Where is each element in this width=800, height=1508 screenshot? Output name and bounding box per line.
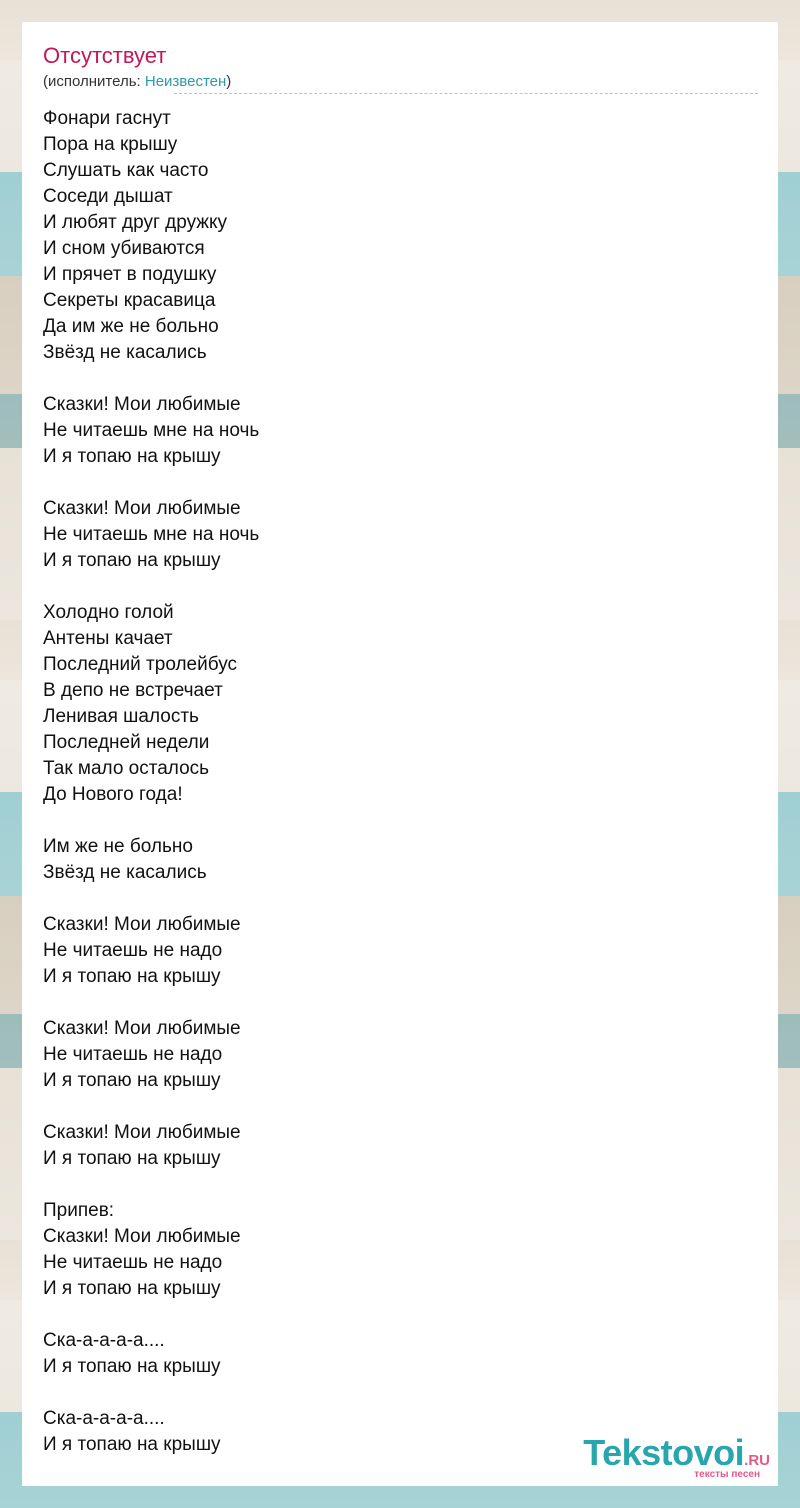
lyric-line: И прячет в подушку	[43, 264, 217, 285]
lyric-line: Им же не больно	[43, 836, 193, 857]
artist-suffix: )	[226, 73, 232, 90]
lyric-line: И я топаю на крышу	[43, 1148, 221, 1169]
lyric-line: Не читаешь не надо	[43, 1252, 223, 1273]
lyrics-text	[43, 106, 259, 1458]
artist-prefix: (исполнитель:	[43, 73, 145, 90]
lyric-line: До Нового года!	[43, 784, 183, 805]
lyric-line: И я топаю на крышу	[43, 966, 221, 987]
lyric-line: Звёзд не касались	[43, 342, 207, 363]
stanza-gap	[43, 366, 259, 392]
lyric-line: Антены качает	[43, 628, 173, 649]
logo-name: Tekstovoi	[583, 1432, 745, 1473]
lyric-line: Соседи дышат	[43, 186, 173, 207]
lyric-line: Не читаешь не надо	[43, 940, 223, 961]
logo-tld: .RU	[744, 1452, 770, 1469]
lyric-line: Сказки! Мои любимые	[43, 1018, 241, 1039]
stanza-gap	[43, 1302, 259, 1328]
lyric-line: И сном убиваются	[43, 238, 205, 259]
site-logo[interactable]	[583, 1432, 770, 1480]
lyrics-card	[22, 22, 778, 1486]
stanza-gap	[43, 470, 259, 496]
lyric-line: Ска-а-а-а-а....	[43, 1408, 165, 1429]
stanza-gap	[43, 1172, 259, 1198]
lyric-line: Пора на крышу	[43, 134, 178, 155]
logo-tagline: тексты песен	[694, 1469, 760, 1480]
lyric-line: Не читаешь мне на ночь	[43, 524, 260, 545]
stanza-gap	[43, 990, 259, 1016]
artist-line	[43, 73, 231, 90]
lyric-line: Да им же не больно	[43, 316, 219, 337]
song-title: Отсутствует	[43, 43, 167, 68]
lyric-line: Не читаешь не надо	[43, 1044, 223, 1065]
lyric-line: Ска-а-а-а-а....	[43, 1330, 165, 1351]
lyric-line: Последний тролейбус	[43, 654, 237, 675]
lyric-line: И я топаю на крышу	[43, 550, 221, 571]
stanza-gap	[43, 1094, 259, 1120]
lyric-line: В депо не встречает	[43, 680, 223, 701]
stanza-gap	[43, 574, 259, 600]
lyric-line: Так мало осталось	[43, 758, 210, 779]
lyric-line: И любят друг дружку	[43, 212, 228, 233]
lyric-line: Последней недели	[43, 732, 210, 753]
lyric-line: Сказки! Мои любимые	[43, 1122, 241, 1143]
lyric-line: Сказки! Мои любимые	[43, 914, 241, 935]
lyric-line: Ленивая шалость	[43, 706, 199, 727]
lyric-line: Слушать как часто	[43, 160, 209, 181]
lyric-line: Сказки! Мои любимые	[43, 1226, 241, 1247]
lyric-line: И я топаю на крышу	[43, 1434, 221, 1455]
stanza-gap	[43, 808, 259, 834]
lyric-line: Секреты красавица	[43, 290, 216, 311]
stanza-gap	[43, 886, 259, 912]
title-divider	[174, 93, 758, 94]
lyric-line: Припев:	[43, 1200, 115, 1221]
lyric-line: Звёзд не касались	[43, 862, 207, 883]
stanza-gap	[43, 1380, 259, 1406]
lyric-line: И я топаю на крышу	[43, 1070, 221, 1091]
lyric-line: Холодно голой	[43, 602, 174, 623]
lyric-line: Не читаешь мне на ночь	[43, 420, 260, 441]
lyric-line: Сказки! Мои любимые	[43, 498, 241, 519]
lyric-line: Фонари гаснут	[43, 108, 171, 129]
lyric-line: И я топаю на крышу	[43, 1356, 221, 1377]
lyric-line: Сказки! Мои любимые	[43, 394, 241, 415]
artist-link[interactable]: Неизвестен	[144, 73, 227, 90]
lyric-line: И я топаю на крышу	[43, 446, 221, 467]
lyric-line: И я топаю на крышу	[43, 1278, 221, 1299]
